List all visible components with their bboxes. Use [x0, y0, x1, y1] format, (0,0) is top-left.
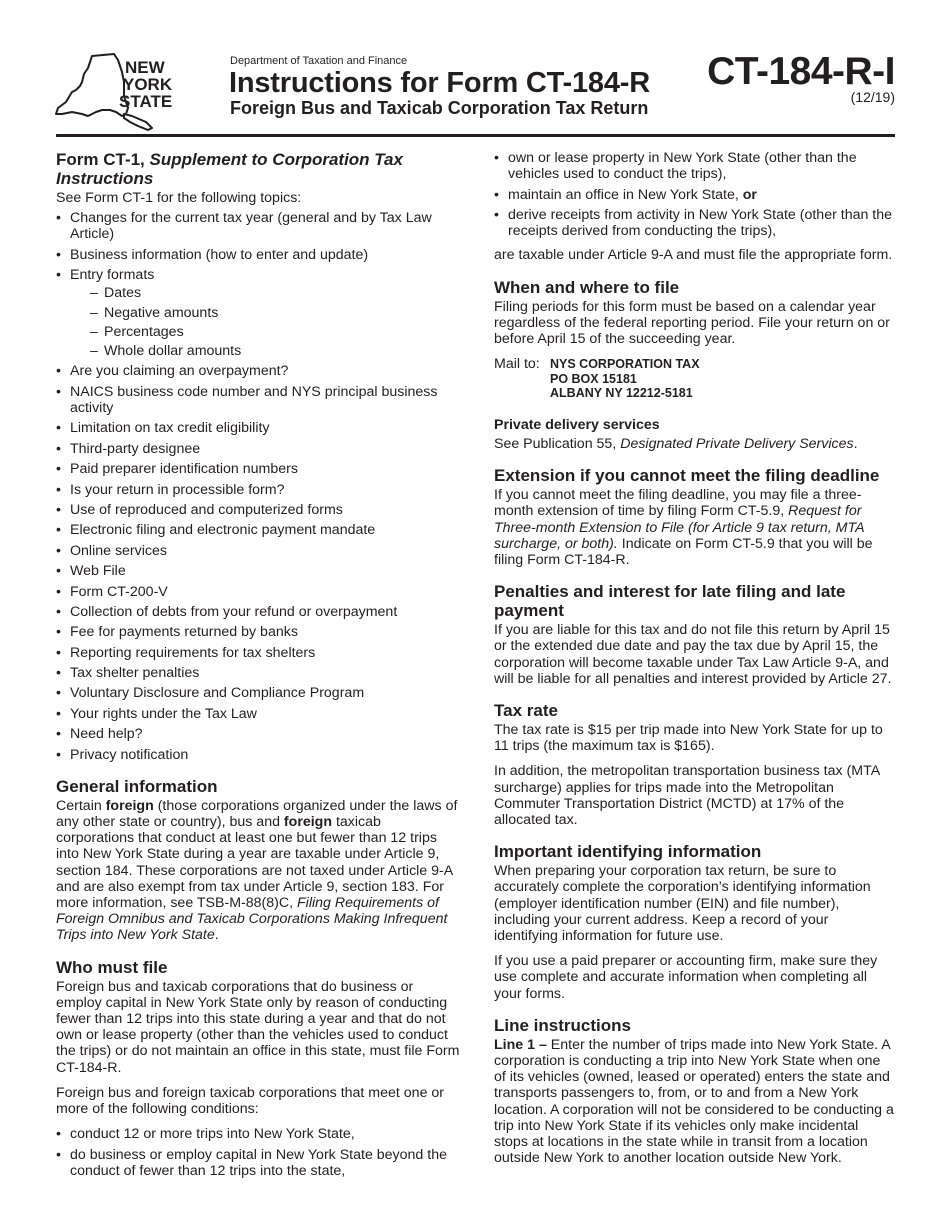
nys-logo: [52, 52, 184, 134]
mail-to-label: Mail to:: [494, 356, 540, 373]
when-where-heading: When and where to file: [494, 277, 680, 297]
identifying-info-text: When preparing your corporation tax return, be sure to accurately complete the corporation’s identifying information (employer identification number (EIN) and file number), including your current address. Keep a record of your identifying information for future use.: [494, 863, 871, 944]
extension-text: If you cannot meet the filing deadline, you may file a three-month extension of time by filing Form CT-5.9, Request for Three-month Extension to File (for Article 9 tax return, MTA surcharge, or both). Indicate on Form CT-5.9 that you will be filing Form CT-184-R.: [494, 487, 873, 568]
list-item: • Reporting requirements for tax shelters: [56, 645, 461, 661]
mailing-address: [494, 356, 896, 401]
line-instructions-heading: Line instructions: [494, 1015, 631, 1035]
extension-section: [494, 466, 896, 568]
logo-text-york: YORK: [123, 75, 173, 94]
list-item: – Percentages: [90, 324, 461, 340]
who-must-file-text: Foreign bus and taxicab corporations that do business or employ capital in New York State only by reason of conducting fewer than 12 trips into this state during a year and that do not own or lease property (other than the vehicles used to conduct the trips) or do not maintain an office in this state, must file Form CT-184-R.: [56, 978, 460, 1076]
list-item: – Whole dollar amounts: [90, 343, 461, 359]
list-item: • Are you claiming an overpayment?: [56, 363, 461, 379]
paid-preparer-text: If you use a paid preparer or accounting firm, make sure they use complete and accurate information when completing all your forms.: [494, 953, 878, 1002]
form-number: CT-184-R-I: [707, 50, 895, 93]
conditions-list: [56, 1126, 461, 1179]
penalties-heading: Penalties and interest for late filing and late payment: [494, 582, 846, 621]
list-item: • Your rights under the Tax Law: [56, 706, 461, 722]
page-title: Instructions for Form CT-184-R: [229, 67, 650, 99]
general-information-section: [56, 777, 461, 944]
list-item: • Voluntary Disclosure and Compliance Program: [56, 685, 461, 701]
page-header: [0, 0, 950, 140]
entry-format-list: [70, 285, 461, 359]
tax-rate-section: [494, 701, 896, 828]
line-instructions-section: [494, 1016, 896, 1167]
list-item: – Negative amounts: [90, 305, 461, 321]
list-item: • Third-party designee: [56, 441, 461, 457]
identifying-info-heading: Important identifying information: [494, 842, 762, 862]
mta-surcharge-text: In addition, the metropolitan transportation business tax (MTA surcharge) applies for trips made into the Metropolitan Commuter Transportation District (MCTD) at 17% of the allocated tax.: [494, 763, 880, 828]
list-item: • maintain an office in New York State, or: [494, 187, 896, 203]
conditions-closing: are taxable under Article 9-A and must file the appropriate form.: [494, 247, 893, 264]
list-item: • Online services: [56, 543, 461, 559]
tax-rate-heading: Tax rate: [494, 700, 558, 720]
topic-list: [56, 210, 461, 763]
list-item: • Business information (how to enter and update): [56, 247, 461, 263]
supplement-intro: See Form CT-1 for the following topics:: [56, 190, 302, 206]
list-item: • Changes for the current tax year (general and by Tax Law Article): [56, 210, 461, 242]
when-where-section: [494, 278, 896, 453]
general-information-text: Certain foreign (those corporations organized under the laws of any other state or country), bus and foreign taxicab corporations that conduct at least one but fewer than 12 trips into New York State during a year are taxable under Article 9, section 184. These corporations are not taxed under Article 9-A and are also exempt from tax under Article 9, section 183. For more information, see TSB-M-88(8)C, Filing Requirements of Foreign Omnibus and Taxicab Corporations Making Infrequent Trips into New York State.: [56, 797, 458, 944]
list-item: • Privacy notification: [56, 747, 461, 763]
supplement-heading: Form CT-1, Supplement to Corporation Tax Instructions: [56, 150, 403, 188]
private-delivery-heading: Private delivery services: [494, 416, 660, 433]
header-divider: [56, 134, 895, 137]
tax-rate-text: The tax rate is $15 per trip made into New York State for up to 11 trips (the maximum tax is $165).: [494, 721, 883, 755]
list-item: – Dates: [90, 285, 461, 301]
private-delivery-text: See Publication 55, Designated Private Delivery Services.: [494, 435, 858, 452]
list-item: • Limitation on tax credit eligibility: [56, 420, 461, 436]
mail-address-lines: NYS CORPORATION TAX PO BOX 15181 ALBANY NY 12212-5181: [550, 357, 700, 401]
list-item: • Electronic filing and electronic payment mandate: [56, 522, 461, 538]
list-item: • Paid preparer identification numbers: [56, 461, 461, 477]
penalties-text: If you are liable for this tax and do not file this return by April 15 or the extended due date and pay the tax due by April 15, the corporation will become taxable under Tax Law Article 9-A, and will be liable for all penalties and interest provided by Article 27.: [494, 622, 892, 687]
extension-heading: Extension if you cannot meet the filing deadline: [494, 466, 880, 486]
when-where-text: Filing periods for this form must be based on a calendar year regardless of the federal reporting period. File your return on or before April 15 of the succeeding year.: [494, 298, 890, 347]
who-must-file-conditions-intro: Foreign bus and foreign taxicab corporations that meet one or more of the following conditions:: [56, 1084, 445, 1118]
who-must-file-section: [56, 958, 461, 1179]
list-item: • Fee for payments returned by banks: [56, 624, 461, 640]
list-item: • Collection of debts from your refund or overpayment: [56, 604, 461, 620]
list-item: • Tax shelter penalties: [56, 665, 461, 681]
identifying-info-section: [494, 842, 896, 1002]
list-item: • derive receipts from activity in New York State (other than the receipts derived from conducting the trips),: [494, 207, 896, 239]
logo-text-state: STATE: [119, 92, 173, 111]
revision-date: (12/19): [850, 89, 895, 105]
list-item: • Is your return in processible form?: [56, 482, 461, 498]
list-item: • conduct 12 or more trips into New York State,: [56, 1126, 461, 1142]
logo-text-new: NEW: [125, 58, 165, 77]
line-1-text: Line 1 – Enter the number of trips made into New York State. A corporation is conducting a trip into New York State when one of its vehicles (owned, leased or operated) enters the state and transports passengers to, from, or to and from a New York location. A corporation will not be considered to be conducting a trip into New York State if its vehicles only make incidental stops at locations in the state while in transit from a location outside New York to another location outside New York.: [494, 1036, 894, 1167]
conditions-list-continued: [494, 150, 896, 239]
list-item: • own or lease property in New York State (other than the vehicles used to conduct the trips),: [494, 150, 896, 182]
new-york-state-map-icon: [52, 52, 184, 134]
list-item: • Need help?: [56, 726, 461, 742]
list-item: • do business or employ capital in New York State beyond the conduct of fewer than 12 trips into the state,: [56, 1147, 461, 1179]
left-column: [56, 150, 461, 1187]
general-information-heading: General information: [56, 776, 218, 796]
penalties-section: [494, 582, 896, 687]
list-item: • Entry formats – Dates – Negative amounts – Percentages – Whole dollar amounts: [56, 267, 461, 359]
who-must-file-heading: Who must file: [56, 957, 168, 977]
page-subtitle: Foreign Bus and Taxicab Corporation Tax Return: [230, 98, 649, 118]
department-name: Department of Taxation and Finance: [230, 55, 408, 67]
list-item: • Form CT-200-V: [56, 584, 461, 600]
list-item: • Web File: [56, 563, 461, 579]
right-column: [494, 150, 896, 1175]
list-item: • Use of reproduced and computerized forms: [56, 502, 461, 518]
list-item: • NAICS business code number and NYS principal business activity: [56, 384, 461, 416]
